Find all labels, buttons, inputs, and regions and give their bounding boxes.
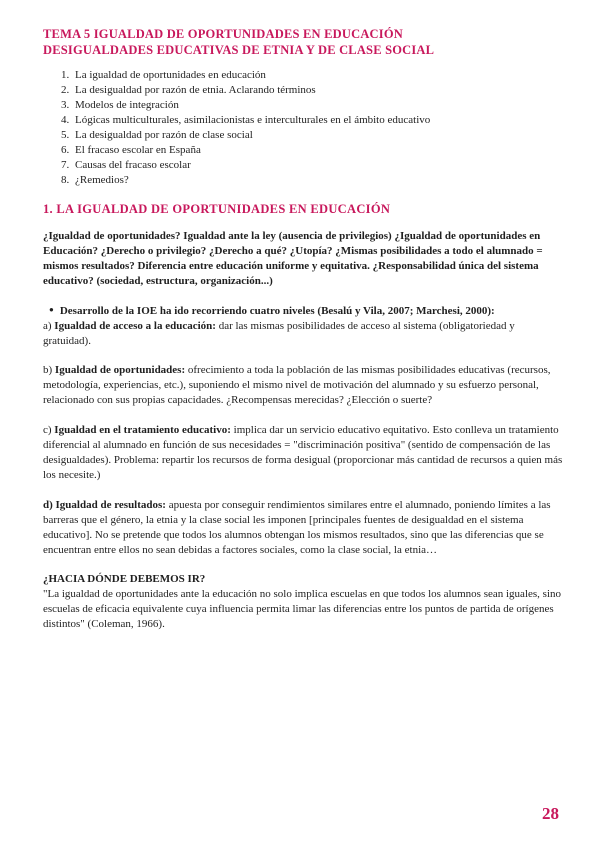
- toc-number: 3.: [61, 99, 70, 111]
- section-heading: 1. LA IGUALDAD DE OPORTUNIDADES EN EDUCACIÓN: [43, 202, 391, 216]
- level-prefix: c): [43, 424, 55, 436]
- toc-number: 5.: [61, 129, 70, 141]
- page-content: [43, 26, 563, 632]
- toc-text: Lógicas multiculturales, asimilacionistas e interculturales en el ámbito educativo: [75, 114, 431, 126]
- page-number: 28: [542, 804, 559, 823]
- level-c-paragraph: [43, 423, 563, 483]
- bullet-item: [49, 302, 563, 319]
- level-text: ofrecimiento a toda la población de las mismas posibilidades educativas (recursos, metodología, experiencias, etc.), suponiendo el mismo nivel de motivación del alumnado y su esfuerzo personal, relacionado con sus propias capacidades. ¿Recompensas merecidas? ¿Elección o suerte?: [43, 364, 551, 406]
- level-prefix: b): [43, 364, 55, 376]
- toc-text: El fracaso escolar en España: [75, 144, 201, 156]
- level-term: Igualdad de oportunidades:: [54, 364, 186, 376]
- chapter-title: [43, 26, 563, 58]
- toc-item: [61, 113, 563, 128]
- toc-item: [61, 143, 563, 158]
- level-d-paragraph: [43, 498, 563, 558]
- toc-text: La desigualdad por razón de clase social: [75, 129, 253, 141]
- toc-number: 6.: [61, 144, 70, 156]
- toc-number: 1.: [61, 69, 70, 81]
- chapter-title-line2: DESIGUALDADES EDUCATIVAS DE ETNIA Y DE CLASE SOCIAL: [43, 43, 435, 57]
- bullet-text: Desarrollo de la IOE ha ido recorriendo cuatro niveles (Besalú y Vila, 2007; Marchesi, 2000):: [59, 305, 495, 317]
- intro-questions: ¿Igualdad de oportunidades? Igualdad ante la ley (ausencia de privilegios) ¿Igualdad de oportunidades en Educación? ¿Derecho o privilegio? ¿Derecho a qué? ¿Utopía? ¿Mismas posibilidades a todo el alumnado = mismos resultados? Diferencia entre educación uniforme y equitativa. ¿Responsabilidad única del sistema educativo? (sociedad, estructura, organización...): [43, 230, 543, 287]
- toc-item: [61, 158, 563, 173]
- level-term: d) Igualdad de resultados:: [43, 499, 166, 511]
- toc-text: ¿Remedios?: [75, 174, 129, 186]
- subheading: ¿HACIA DÓNDE DEBEMOS IR?: [43, 573, 206, 585]
- level-b-paragraph: [43, 363, 563, 408]
- level-term: Igualdad en el tratamiento educativo:: [54, 424, 231, 436]
- chapter-title-line1: TEMA 5 IGUALDAD DE OPORTUNIDADES EN EDUCACIÓN: [43, 27, 403, 41]
- toc-item: [61, 83, 563, 98]
- level-text: implica dar un servicio educativo equitativo. Esto conlleva un tratamiento diferencial al alumnado en función de sus necesidades = "discriminación positiva" (sentido de compensación de las desigualdades). Problema: repartir los recursos de forma desigual (proporcionar más cantidad de recursos a quien más los necesite.): [43, 424, 563, 481]
- toc-text: Modelos de integración: [75, 99, 179, 111]
- toc-text: La igualdad de oportunidades en educación: [75, 69, 266, 81]
- toc-number: 2.: [61, 84, 70, 96]
- toc-text: La desigualdad por razón de etnia. Aclarando términos: [75, 84, 316, 96]
- level-term: Igualdad de acceso a la educación:: [54, 320, 216, 332]
- toc-item: [61, 68, 563, 83]
- level-text: dar las mismas posibilidades de acceso al sistema (obligatoriedad y gratuidad).: [43, 320, 515, 347]
- toc-number: 7.: [61, 159, 70, 171]
- level-prefix: a): [43, 320, 55, 332]
- toc-number: 4.: [61, 114, 70, 126]
- toc-item: [61, 128, 563, 143]
- level-text: apuesta por conseguir rendimientos similares entre el alumnado, poniendo límites a las barreras que el género, la etnia y la clase social les imponen [principales fuentes de desigualdad en el sistema educativo]. No se pretende que todos los alumnos obtengan los mismos resultados, sino que las diferencias que se encuentran entre ellos no sean debidas a factores sociales, como la clase social, la etnia…: [43, 499, 551, 556]
- toc-number: 8.: [61, 174, 70, 186]
- toc-item: [61, 173, 563, 188]
- bullet-icon: ●: [49, 305, 54, 314]
- toc-item: [61, 98, 563, 113]
- level-a-paragraph: [43, 319, 563, 349]
- quote-paragraph: "La igualdad de oportunidades ante la educación no solo implica escuelas en que todos los alumnos sean iguales, sino escuelas de eficacia equivalente cuya influencia permita limar las diferencias entre los puntos de partida de orígenes distintos" (Coleman, 1966).: [43, 588, 561, 630]
- table-of-contents: [43, 68, 563, 188]
- toc-text: Causas del fracaso escolar: [75, 159, 191, 171]
